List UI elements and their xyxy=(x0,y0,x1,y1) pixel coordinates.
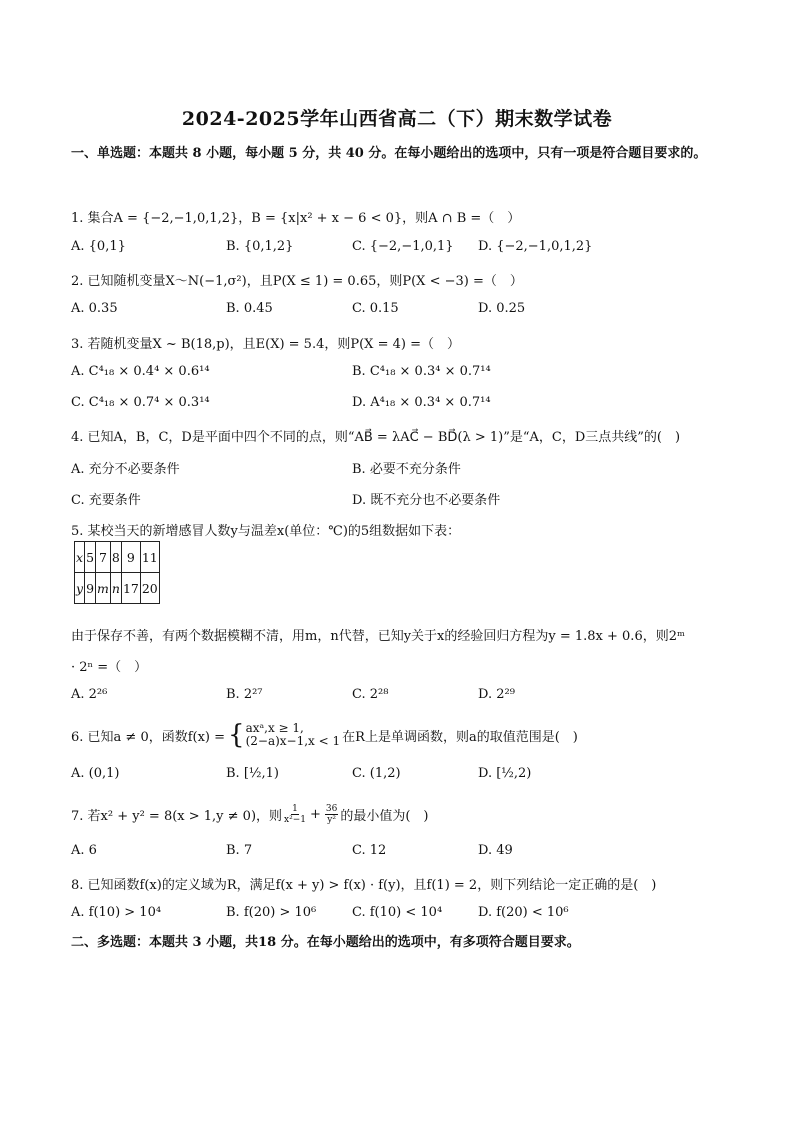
question-2-option-d: D. 0.25 xyxy=(478,301,526,316)
fraction-1-numerator: 1 xyxy=(292,804,298,814)
question-7-option-d: D. 49 xyxy=(478,843,513,858)
question-6-option-a: A. (0,1) xyxy=(71,766,120,781)
fraction-2 xyxy=(325,804,338,825)
question-7-stem-prefix: 7. 若x² + y² = 8(x > 1,y ≠ 0)，则 xyxy=(71,809,283,824)
table-cell: 9 xyxy=(85,573,96,604)
question-7-option-a: A. 6 xyxy=(71,843,97,858)
question-4-option-c: C. 充要条件 xyxy=(71,493,141,508)
question-5-option-d: D. 2²⁹ xyxy=(478,687,515,702)
piecewise-case-1: axᵃ,x ≥ 1, xyxy=(245,721,304,735)
question-1-option-d: D. {−2,−1,0,1,2} xyxy=(478,239,593,254)
table-cell: 11 xyxy=(140,542,159,573)
question-4-option-a: A. 充分不必要条件 xyxy=(71,462,180,477)
question-5-text-line-2: · 2ⁿ =（ ） xyxy=(71,660,148,675)
table-row-x xyxy=(75,542,160,573)
fraction-1-denominator: x²−1 xyxy=(284,815,306,825)
question-1-option-c: C. {−2,−1,0,1} xyxy=(352,239,454,254)
table-cell: 5 xyxy=(85,542,96,573)
fraction-1 xyxy=(284,804,306,825)
table-cell: 7 xyxy=(96,542,111,573)
question-6-stem xyxy=(71,722,578,748)
question-8-option-b: B. f(20) > 10⁶ xyxy=(226,905,317,920)
question-5-option-a: A. 2²⁶ xyxy=(71,687,108,702)
question-5-data-table xyxy=(74,541,160,604)
table-cell-y-label: y xyxy=(75,573,85,604)
question-3-option-c: C. C⁴₁₈ × 0.7⁴ × 0.3¹⁴ xyxy=(71,395,210,410)
question-4-option-d: D. 既不充分也不必要条件 xyxy=(352,493,501,508)
question-6-option-b: B. [½,1) xyxy=(226,766,279,781)
fraction-2-denominator: y² xyxy=(327,815,336,825)
exam-title: 2024-2025学年山西省高二（下）期末数学试卷 xyxy=(181,108,613,130)
question-8-option-c: C. f(10) < 10⁴ xyxy=(352,905,443,920)
question-5-option-b: B. 2²⁷ xyxy=(226,687,263,702)
question-6-stem-prefix: 6. 已知a ≠ 0，函数f(x) = xyxy=(71,729,226,745)
question-3-option-b: B. C⁴₁₈ × 0.3⁴ × 0.7¹⁴ xyxy=(352,364,491,379)
question-8-stem: 8. 已知函数f(x)的定义域为R，满足f(x + y) > f(x) · f(y)，且f(1) = 2，则下列结论一定正确的是( ) xyxy=(71,878,657,893)
question-7-stem xyxy=(71,804,429,825)
table-cell: m xyxy=(96,573,111,604)
question-7-stem-suffix: 的最小值为( ) xyxy=(340,809,429,824)
table-cell: 8 xyxy=(110,542,121,573)
question-4-option-b: B. 必要不充分条件 xyxy=(352,462,461,477)
question-2-option-c: C. 0.15 xyxy=(352,301,399,316)
question-6-option-d: D. [½,2) xyxy=(478,766,532,781)
question-7-option-c: C. 12 xyxy=(352,843,387,858)
table-cell: 20 xyxy=(140,573,159,604)
question-5-option-c: C. 2²⁸ xyxy=(352,687,389,702)
question-2-option-a: A. 0.35 xyxy=(71,301,118,316)
left-brace: { xyxy=(228,720,245,750)
question-3-option-d: D. A⁴₁₈ × 0.3⁴ × 0.7¹⁴ xyxy=(352,395,491,410)
question-7-option-b: B. 7 xyxy=(226,843,253,858)
fraction-2-numerator: 36 xyxy=(325,804,338,814)
section-multiple-choice-heading: 二、多选题：本题共 3 小题，共18 分。在每小题给出的选项中，有多项符合题目要求。 xyxy=(71,935,580,950)
question-6-stem-suffix: 在R上是单调函数，则a的取值范围是( ) xyxy=(342,729,578,745)
question-6-option-c: C. (1,2) xyxy=(352,766,401,781)
table-cell: 17 xyxy=(121,573,140,604)
question-1-option-b: B. {0,1,2} xyxy=(226,239,294,254)
question-2-stem: 2. 已知随机变量X～N(−1,σ²)，且P(X ≤ 1) = 0.65，则P(X < −3) =（ ） xyxy=(71,274,523,289)
table-row-y xyxy=(75,573,160,604)
question-8-option-a: A. f(10) > 10⁴ xyxy=(71,905,162,920)
question-5-stem: 5. 某校当天的新增感冒人数y与温差x(单位：℃)的5组数据如下表： xyxy=(71,524,461,539)
piecewise-case-2: (2−a)x−1,x < 1 xyxy=(245,734,341,748)
piecewise-cases xyxy=(246,722,341,748)
question-4-stem: 4. 已知A，B，C，D是平面中四个不同的点，则“AB⃗ = λAC⃗ − BD⃗(λ > 1)”是“A，C，D三点共线”的( ) xyxy=(71,430,681,445)
question-1-option-a: A. {0,1} xyxy=(71,239,126,254)
question-5-text-line-1: 由于保存不善，有两个数据模糊不清，用m，n代替，已知y关于x的经验回归方程为y = 1.8x + 0.6，则2ᵐ xyxy=(71,629,685,644)
question-2-option-b: B. 0.45 xyxy=(226,301,273,316)
plus-sign: + xyxy=(309,807,321,822)
section-single-choice-heading: 一、单选题：本题共 8 小题，每小题 5 分，共 40 分。在每小题给出的选项中，只有一项是符合题目要求的。 xyxy=(71,146,707,161)
question-8-option-d: D. f(20) < 10⁶ xyxy=(478,905,569,920)
question-3-stem: 3. 若随机变量X ~ B(18,p)，且E(X) = 5.4，则P(X = 4) =（ ） xyxy=(71,337,460,352)
table-cell-x-label: x xyxy=(75,542,85,573)
question-3-option-a: A. C⁴₁₈ × 0.4⁴ × 0.6¹⁴ xyxy=(71,364,210,379)
question-1-stem: 1. 集合A = {−2,−1,0,1,2}，B = {x|x² + x − 6 < 0}，则A ∩ B =（ ） xyxy=(71,211,521,226)
table-cell: n xyxy=(110,573,121,604)
table-cell: 9 xyxy=(121,542,140,573)
